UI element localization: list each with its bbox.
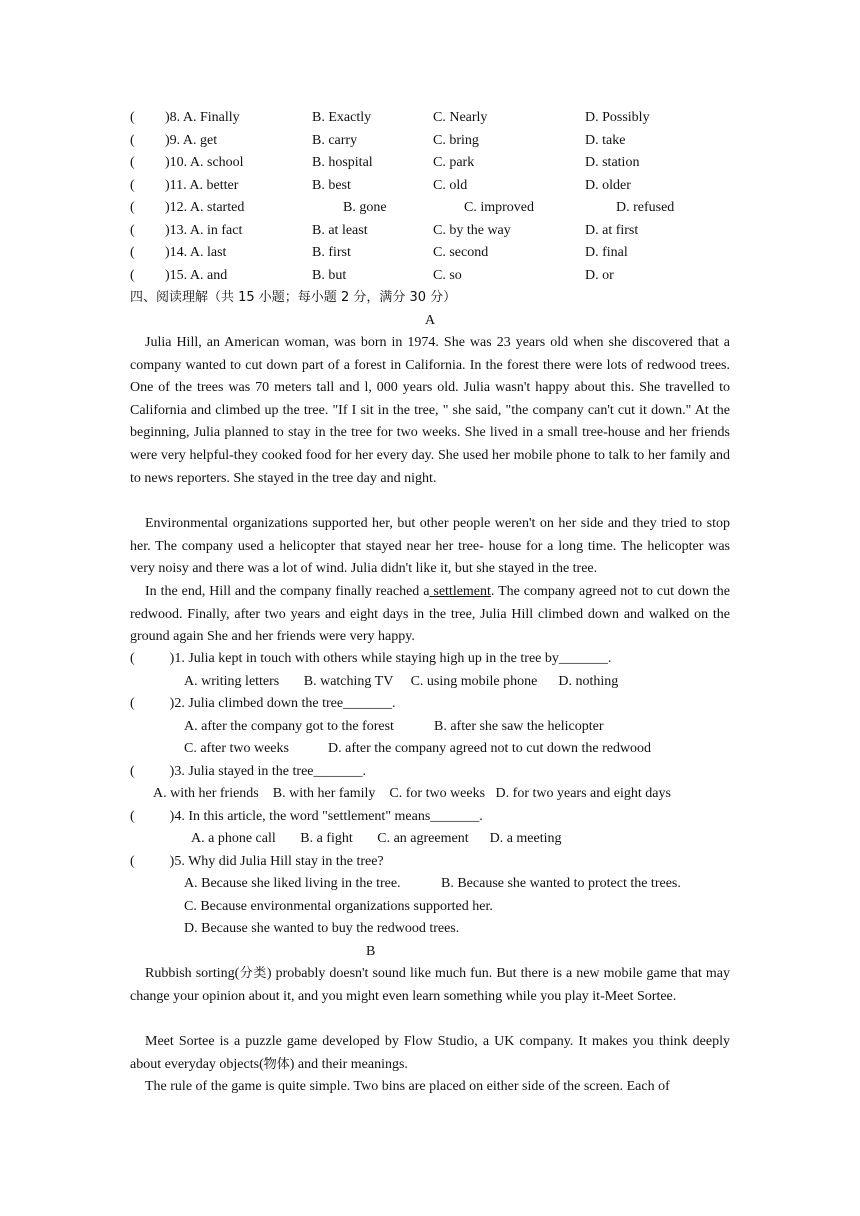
question-2: ( )2. Julia climbed down the tree_______. xyxy=(130,696,396,711)
passage-a-paragraph-2: Environmental organizations supported her, but other people weren't on her side and they tried to stop her. The company used a helicopter that stayed near her tree- house for a long time. The helicopter was very noisy and there was a lot of wind. Julia didn't like it, but she stayed in the tree. xyxy=(130,516,730,577)
option-d: D. take xyxy=(585,133,626,148)
option-a: )9. A. get xyxy=(165,133,218,148)
option-c: C. improved xyxy=(464,200,534,215)
option-d: D. or xyxy=(585,268,614,283)
chinese-gloss: 分类 xyxy=(239,966,267,981)
question-5-option-b: B. Because she wanted to protect the trees. xyxy=(441,876,681,891)
passage-b-paragraph-2 xyxy=(130,1031,730,1076)
option-b: B. at least xyxy=(312,223,368,238)
answer-paren: ( xyxy=(130,155,135,170)
question-4: ( )4. In this article, the word "settlement" means_______. xyxy=(130,809,483,824)
question-3-options: A. with her friends B. with her family C. for two weeks D. for two years and eight days xyxy=(153,786,671,801)
question-3: ( )3. Julia stayed in the tree_______. xyxy=(130,764,367,779)
question-2-option-d: D. after the company agreed not to cut down the redwood xyxy=(328,741,652,756)
answer-paren: ( xyxy=(130,223,135,238)
paragraph-text: Rubbish sorting( xyxy=(145,966,240,981)
passage-b-paragraph-1 xyxy=(130,963,730,1008)
paragraph-text: . The company agreed not to cut down the redwood. Finally, after two years and eight days in the tree, Julia Hill climbed down and walked on the ground again She and her friends were very happy. xyxy=(130,584,731,645)
passage-label-b: B xyxy=(366,944,376,959)
answer-paren: ( xyxy=(130,133,135,148)
option-c: C. by the way xyxy=(433,223,511,238)
question-4-options: A. a phone call B. a fight C. an agreement D. a meeting xyxy=(191,831,562,846)
passage-a-paragraph-3 xyxy=(130,581,730,649)
answer-paren: ( xyxy=(130,178,135,193)
answer-paren: ( xyxy=(130,200,135,215)
option-a: )11. A. better xyxy=(165,178,239,193)
option-b: B. first xyxy=(312,245,351,260)
question-5-option-a: A. Because she liked living in the tree. xyxy=(184,876,401,891)
option-c: C. so xyxy=(433,268,462,283)
section-heading: 四、阅读理解（共 15 小题；每小题 2 分，满分 30 分） xyxy=(130,290,457,305)
paragraph-text: ) and their meanings. xyxy=(289,1056,408,1072)
option-a: )15. A. and xyxy=(165,268,228,283)
option-a: )10. A. school xyxy=(165,155,244,170)
option-b: B. hospital xyxy=(312,155,373,170)
option-b: B. best xyxy=(312,178,351,193)
question-5-option-d: D. Because she wanted to buy the redwood trees. xyxy=(184,921,460,936)
option-c: C. Nearly xyxy=(433,110,488,125)
answer-paren: ( xyxy=(130,245,135,260)
option-a: )8. A. Finally xyxy=(165,110,240,125)
passage-label-a: A xyxy=(425,313,436,328)
option-b: B. but xyxy=(312,268,347,283)
option-a: )12. A. started xyxy=(165,200,245,215)
question-1: ( )1. Julia kept in touch with others while staying high up in the tree by_______. xyxy=(130,651,612,666)
answer-paren: ( xyxy=(130,110,135,125)
question-2-option-b: B. after she saw the helicopter xyxy=(434,719,604,734)
question-5-option-c: C. Because environmental organizations supported her. xyxy=(184,899,493,914)
paragraph-text: ) probably doesn't sound like much fun. But there is a new mobile game that may change your opinion about it, and you might even learn something while you play it-Meet Sortee. xyxy=(130,966,730,1004)
underlined-word-settlement: settlement xyxy=(429,584,491,599)
option-d: D. at first xyxy=(585,223,639,238)
option-a: )14. A. last xyxy=(165,245,227,260)
chinese-gloss: 物体 xyxy=(263,1056,290,1072)
passage-a-paragraph-1: Julia Hill, an American woman, was born in 1974. She was 23 years old when she discovered that a company wanted to cut down part of a forest in California. In the forest there were lots of redwood trees. One of the trees was 70 meters tall and l, 000 years old. Julia wasn't happy about this. She travelled to California and climbed up the tree. "If I sit in the tree, " she said, "the company can't cut it down." At the beginning, Julia planned to stay in the tree for two weeks. She lived in a small tree-house and her friends were very helpful-they cooked food for her every day. She used her mobile phone to talk to her family and to news reporters. She stayed in the tree day and night. xyxy=(130,335,730,486)
option-c: C. park xyxy=(433,155,475,170)
option-c: C. old xyxy=(433,178,468,193)
question-2-option-a: A. after the company got to the forest xyxy=(184,719,394,734)
question-2-option-c: C. after two weeks xyxy=(184,741,289,756)
option-d: D. final xyxy=(585,245,628,260)
option-b: B. gone xyxy=(343,200,387,215)
option-d: D. station xyxy=(585,155,640,170)
option-c: C. second xyxy=(433,245,489,260)
option-d: D. older xyxy=(585,178,631,193)
option-b: B. carry xyxy=(312,133,358,148)
option-a: )13. A. in fact xyxy=(165,223,243,238)
option-c: C. bring xyxy=(433,133,479,148)
passage-b-paragraph-3: The rule of the game is quite simple. Two bins are placed on either side of the screen. Each of xyxy=(145,1079,670,1094)
question-5: ( )5. Why did Julia Hill stay in the tree? xyxy=(130,854,384,869)
answer-paren: ( xyxy=(130,268,135,283)
option-d: D. refused xyxy=(616,200,675,215)
option-d: D. Possibly xyxy=(585,110,650,125)
question-1-options: A. writing letters B. watching TV C. using mobile phone D. nothing xyxy=(184,674,619,689)
paragraph-text: In the end, Hill and the company finally reached a xyxy=(145,584,430,599)
option-b: B. Exactly xyxy=(312,110,372,125)
paragraph-text: Meet Sortee is a puzzle game developed by Flow Studio, a UK company. It makes you think deeply about everyday objects( xyxy=(130,1034,730,1072)
